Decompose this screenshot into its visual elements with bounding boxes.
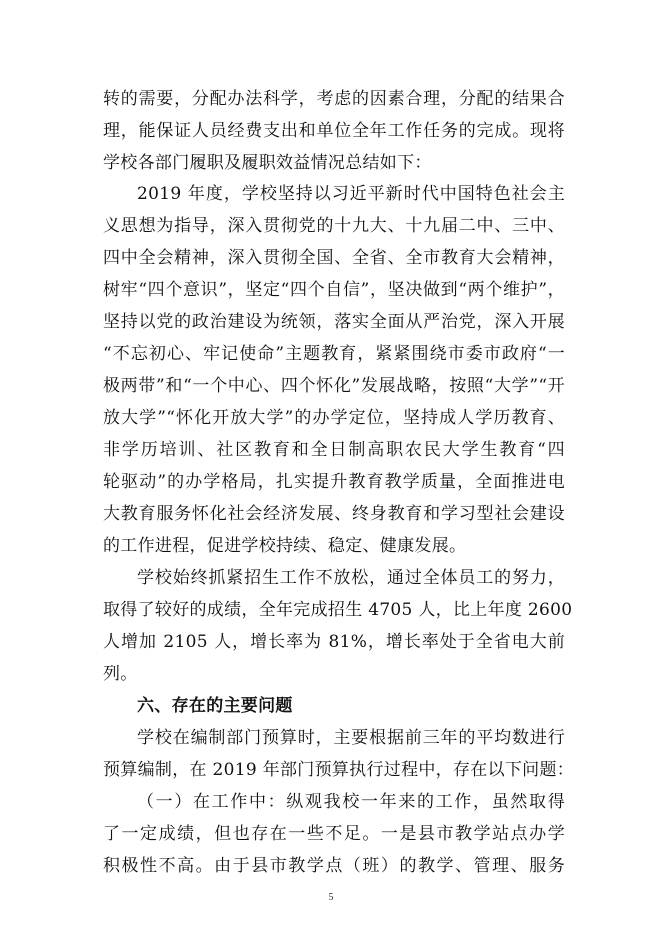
text-line: 极两带”和“一个中心、四个怀化”发展战略，按照“大学”“开: [103, 376, 565, 396]
text-line: 坚持以党的政治建设为统领，落实全面从严治党，深入开展: [103, 312, 565, 332]
text-line: 非学历培训、社区教育和全日制高职农民大学生教育“四: [103, 440, 565, 460]
text-line: 大教育服务怀化社会经济发展、终身教育和学习型社会建设: [103, 504, 565, 524]
text-line: 积极性不高。由于县市教学点（班）的教学、管理、服务: [103, 856, 565, 876]
page-number: 5: [328, 892, 334, 903]
text-line: 预算编制，在 2019 年部门预算执行过程中，存在以下问题：: [103, 760, 575, 780]
text-line: 2019 年度，学校坚持以习近平新时代中国特色社会主: [137, 184, 565, 204]
text-line: “不忘初心、牢记使命”主题教育，紧紧围绕市委市政府“一: [103, 344, 565, 364]
text-line: 人增加 2105 人，增长率为 81%，增长率处于全省电大前: [103, 632, 565, 652]
text-line: 义思想为指导，深入贯彻党的十九大、十九届二中、三中、: [103, 216, 565, 236]
text-line: 了一定成绩，但也存在一些不足。一是县市教学站点办学: [103, 824, 565, 844]
text-line: 四中全会精神，深入贯彻全国、全省、全市教育大会精神，: [103, 248, 565, 268]
text-line: 列。: [103, 664, 138, 684]
text-line: 学校在编制部门预算时，主要根据前三年的平均数进行: [137, 728, 565, 748]
text-line: 的工作进程，促进学校持续、稳定、健康发展。: [103, 536, 467, 556]
text-line: 学校各部门履职及履职效益情况总结如下：: [103, 153, 432, 173]
text-line: 轮驱动”的办学格局，扎实提升教育教学质量，全面推进电: [103, 472, 565, 492]
text-line: 理，能保证人员经费支出和单位全年工作任务的完成。现将: [103, 121, 565, 141]
text-line: 转的需要，分配办法科学，考虑的因素合理，分配的结果合: [103, 89, 565, 109]
text-line: 树牢“四个意识”，坚定“四个自信”，坚决做到“两个维护”，: [103, 280, 565, 300]
text-line: 学校始终抓紧招生工作不放松，通过全体员工的努力，: [137, 568, 565, 588]
text-line: 取得了较好的成绩，全年完成招生 4705 人，比上年度 2600: [103, 600, 573, 620]
section-heading: 六、存在的主要问题: [137, 696, 293, 716]
text-line: （一）在工作中：纵观我校一年来的工作，虽然取得: [137, 792, 565, 812]
text-line: 放大学”“怀化开放大学”的办学定位，坚持成人学历教育、: [103, 408, 565, 428]
